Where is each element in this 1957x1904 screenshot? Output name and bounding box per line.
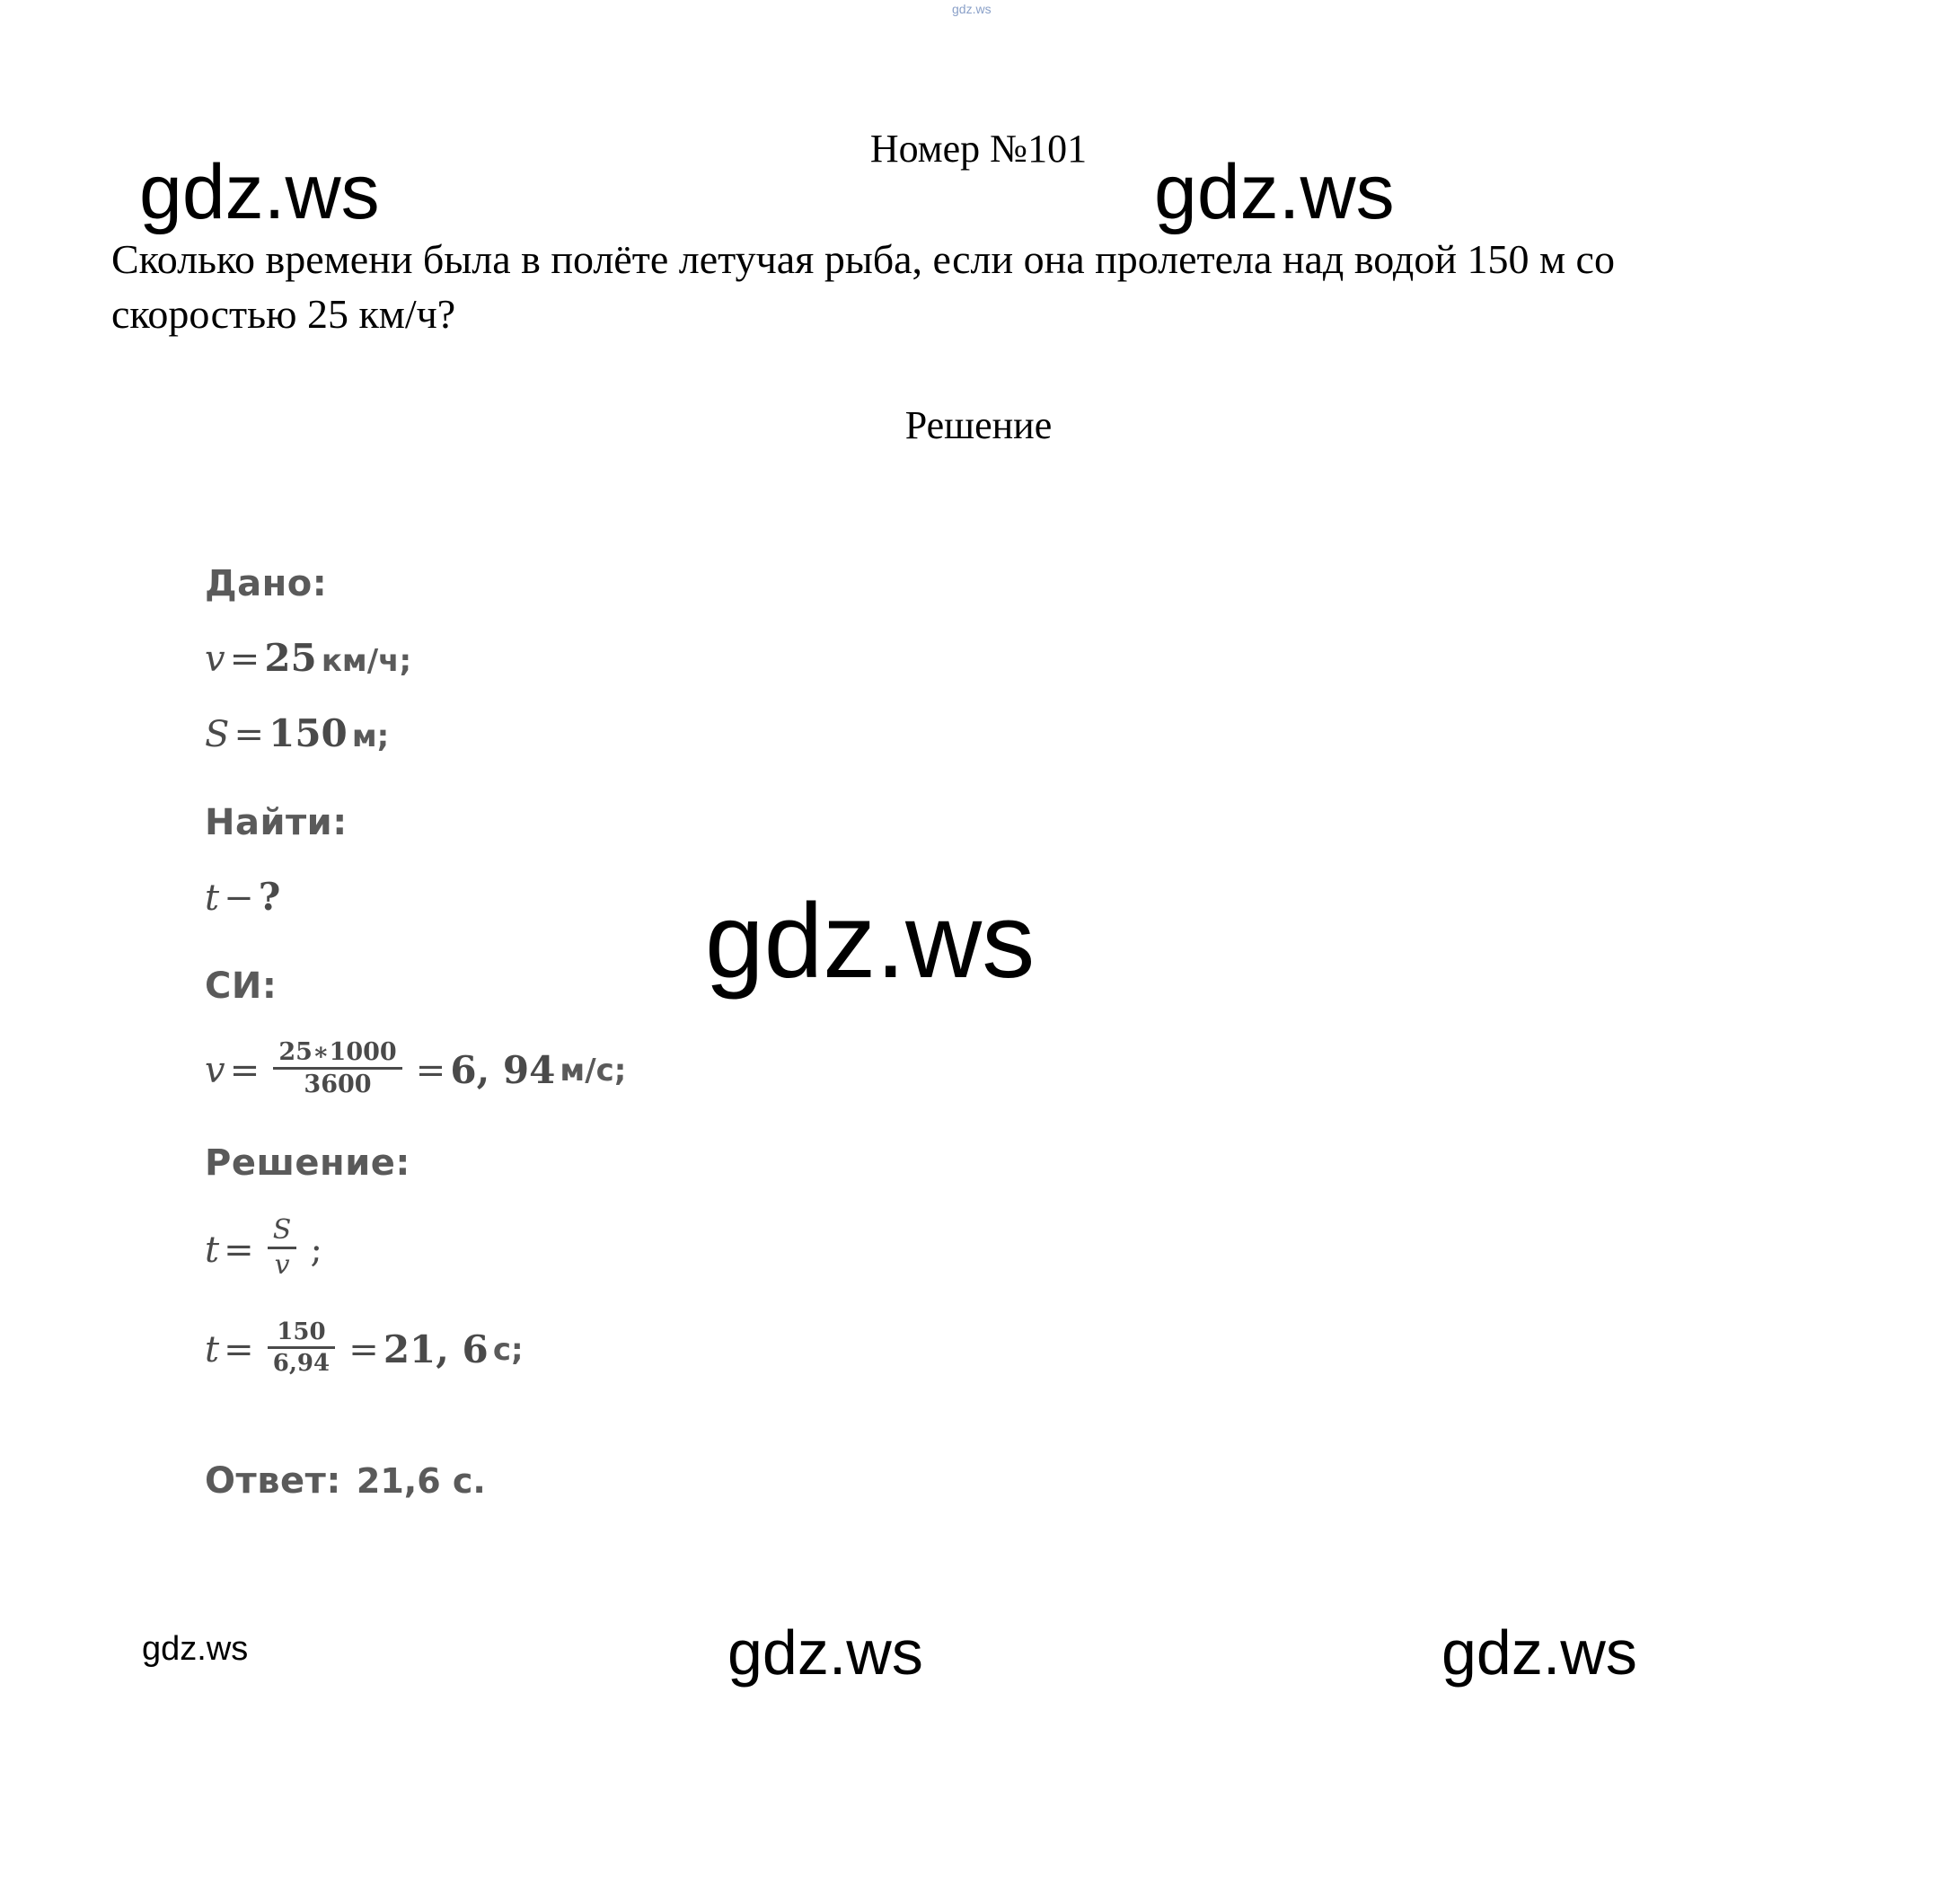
calc-denominator: 6,94 [272,1350,331,1377]
answer-row [205,1460,1462,1502]
si-result-unit: м/с; [560,1052,627,1089]
given-label-row [205,563,1462,604]
formula-tail: ; [310,1229,322,1271]
given-label: Дано: [205,563,328,604]
watermark-right-big: gdz.ws [1154,149,1395,235]
calc-fraction [268,1320,335,1375]
solve-label: Решение: [205,1142,410,1184]
given-distance-equals: = [234,714,265,755]
given-distance-symbol: S [205,714,230,755]
calc-equals: = [224,1328,254,1371]
si-equals: = [229,1049,260,1091]
find-label: Найти: [205,802,348,843]
find-symbol: t [205,877,220,919]
calc-equals-2: = [348,1328,379,1371]
given-speed-value: 25 [264,636,317,680]
solution-block [205,563,1462,1537]
si-numerator: 25∗1000 [273,1040,401,1070]
formula-symbol: t [205,1229,220,1271]
find-question: ? [258,875,281,919]
answer-value: 21,6 с. [356,1461,486,1501]
si-fraction [273,1040,401,1097]
watermark-bottom-left-small: gdz.ws [142,1630,249,1668]
solution-heading: Решение [904,403,1053,447]
given-speed-row [205,636,1462,680]
calc-result: 21, 6 [383,1327,489,1371]
watermark-center-big: gdz.ws [705,882,1036,1000]
formula-row [205,1214,1462,1281]
si-label: СИ: [205,965,278,1007]
formula-denominator: v [274,1249,290,1281]
given-speed-unit: км/ч; [321,643,412,679]
si-denominator: 3600 [304,1071,372,1098]
si-label-row [205,965,1462,1007]
given-distance-unit: м; [351,718,390,754]
find-dash: − [224,877,254,919]
calc-symbol: t [205,1328,220,1371]
given-distance-row [205,711,1462,755]
given-distance-value: 150 [269,711,348,755]
find-row [205,875,1462,919]
calc-numerator: 150 [268,1320,335,1349]
page-title: Номер №101 [869,127,1088,171]
si-result: 6, 94 [450,1047,556,1092]
si-speed-symbol: v [205,1049,225,1091]
si-equals-2: = [415,1049,446,1091]
watermark-left-big: gdz.ws [139,149,380,235]
answer-label: Ответ: [205,1460,341,1502]
problem-statement: Сколько времени была в полёте летучая рыба, если она пролетела над водой 150 м со скоростью 25 км/ч? [111,236,1615,338]
formula-fraction [268,1214,297,1281]
formula-numerator: S [268,1217,297,1249]
watermark-top-tiny: gdz.ws [952,2,992,16]
calculation-row [205,1318,1462,1377]
solve-label-row [205,1142,1462,1184]
find-label-row [205,802,1462,843]
watermark-bottom-center: gdz.ws [727,1618,923,1688]
given-speed-equals: = [229,639,260,680]
calc-result-unit: с; [492,1331,524,1368]
si-conversion-row [205,1038,1462,1098]
formula-equals: = [224,1229,254,1271]
watermark-bottom-right: gdz.ws [1441,1618,1637,1688]
given-speed-symbol: v [205,639,225,680]
